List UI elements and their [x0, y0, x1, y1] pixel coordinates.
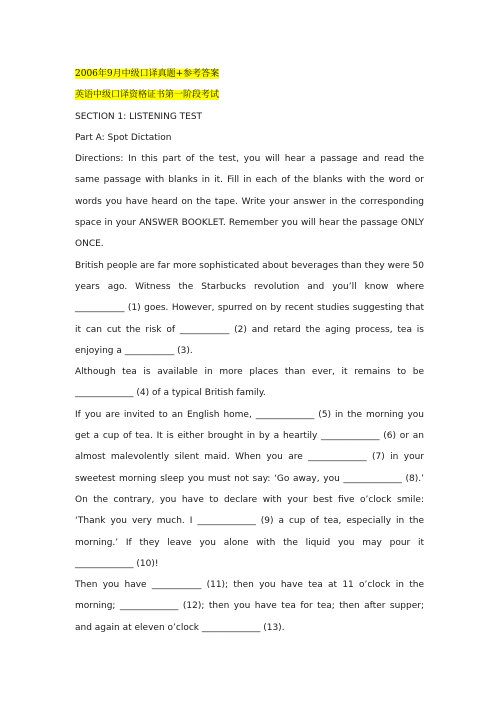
directions-paragraph: Directions: In this part of the test, you will hear a passage and read the same passage with blanks in it. Fill in each of the blanks with the word or words you have heard on the tape. Write your answer in the corresponding space in your ANSWER BOOKLET. Remember you will hear the passage ONLY ONCE.	[75, 154, 424, 250]
part-heading: Part A: Spot Dictation	[75, 132, 172, 143]
section-heading: SECTION 1: LISTENING TEST	[75, 111, 203, 122]
document-title: 2006年9月中级口译真题+参考答案	[75, 69, 220, 79]
passage-paragraph-4: Then you have ___________ (11); then you have tea at 11 o’clock in the morning; _____________ (12); then you have tea for tea; then after supper; and again at eleven o’clock _____________ (13).	[75, 580, 424, 633]
document-subtitle-line	[75, 85, 424, 106]
passage-paragraph-3: If you are invited to an English home, _____________ (5) in the morning you get a cup of tea. It is either brought in by a heartily _____________ (6) or an almost malevolently silent maid. When you are _____________ (7) in your sweetest morning sleep you must not say: ‘Go away, you _____________ (8).’ On the contrary, you have to declare with your best five o’clock smile: ‘Thank you very much. I _____________ (9) a cup of tea, especially in the morning.’ If they leave you alone with the liquid you may pour it _____________ (10)!	[75, 409, 424, 569]
passage-paragraph-2: Although tea is available in more places than ever, it remains to be _____________ (4) of a typical British family.	[75, 367, 424, 399]
document-title-line	[75, 64, 424, 85]
passage-paragraph-1: British people are far more sophisticated about beverages than they were 50 years ago. Witness the Starbucks revolution and you’ll know where ___________ (1) goes. However, spurred on by recent studies suggesting that it can cut the risk of ___________ (2) and retard the aging process, tea is enjoying a ___________ (3).	[75, 260, 424, 356]
document-page	[75, 64, 424, 639]
document-subtitle: 英语中级口译资格证书第一阶段考试	[75, 90, 220, 101]
